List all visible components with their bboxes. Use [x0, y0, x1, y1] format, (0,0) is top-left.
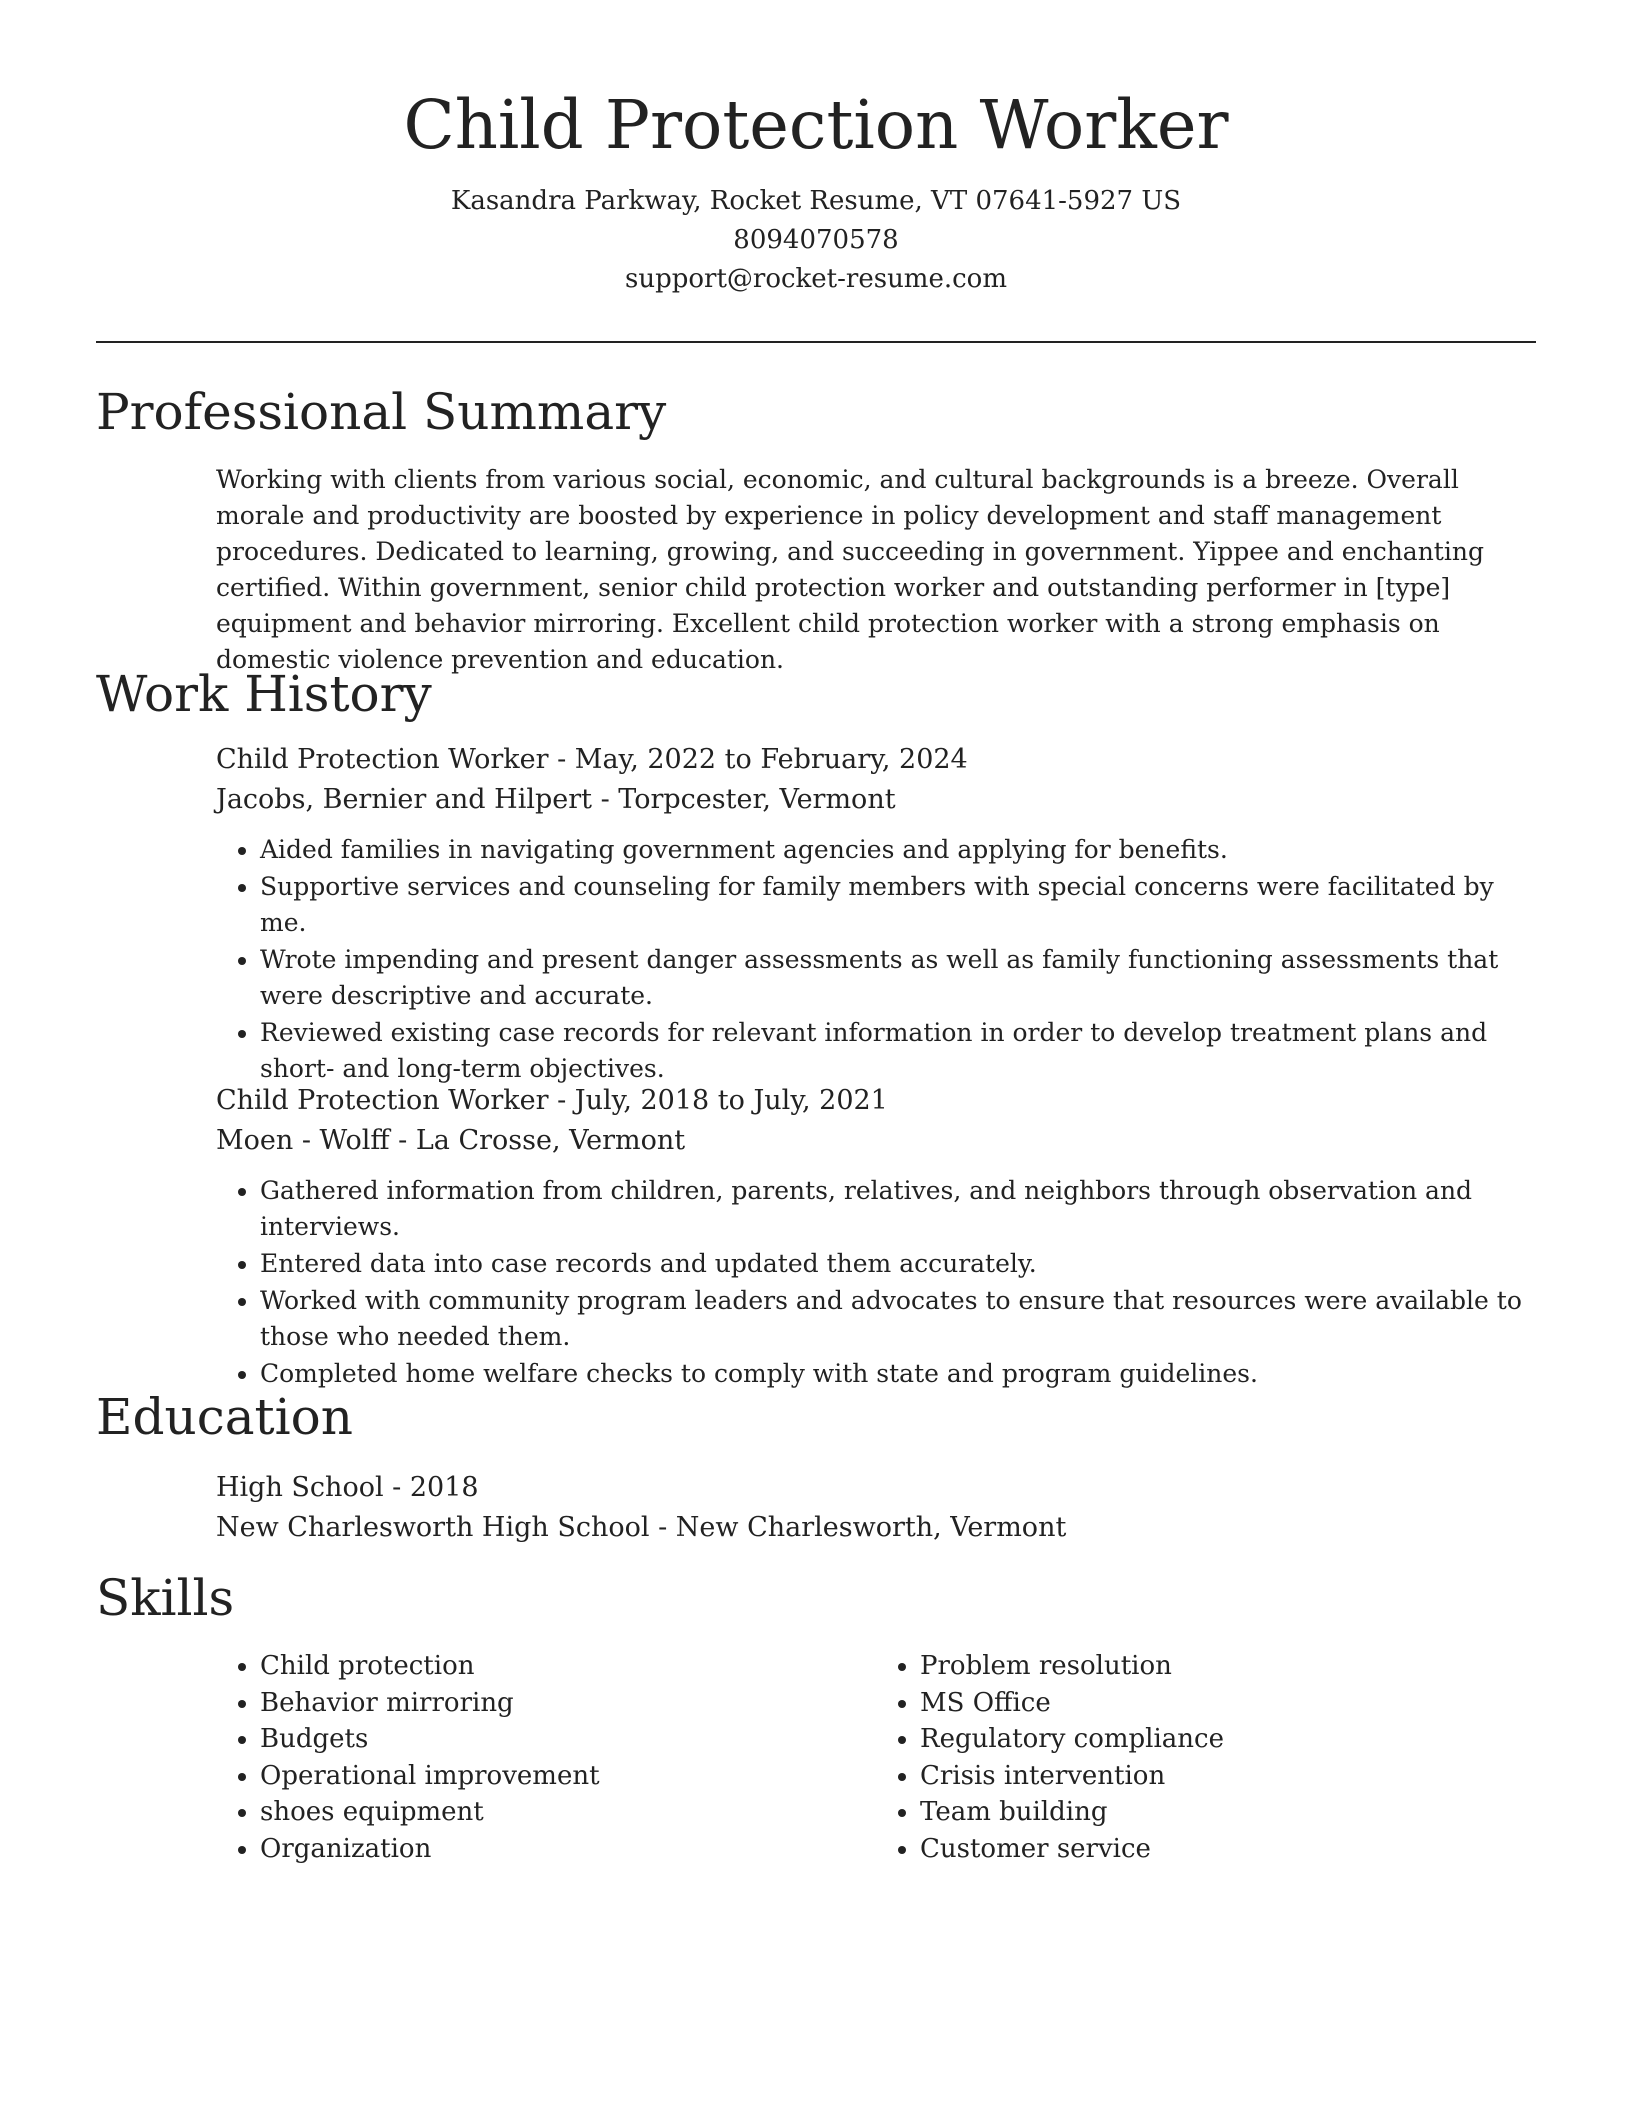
job-bullets [216, 1173, 1536, 1392]
job-bullet: • Worked with community program leaders and advocates to ensure that resources were available to those who needed them. [260, 1283, 1536, 1355]
education-school-line [216, 1508, 1536, 1548]
job-bullet: • Reviewed existing case records for relevant information in order to develop treatment plans and short- and long-term objectives. [260, 1015, 1536, 1087]
education-degree: High School [216, 1472, 384, 1503]
contact-address: Kasandra Parkway, Rocket Resume, VT 07641-5927 US [450, 186, 1182, 216]
job-title-line [216, 1081, 1536, 1121]
skills-column-right [876, 1648, 1536, 1867]
education-location: - New Charlesworth, Vermont [649, 1512, 1067, 1543]
skill-item: • Team building [920, 1794, 1536, 1831]
skill-item: • MS Office [920, 1685, 1536, 1722]
skill-item: • Problem resolution [920, 1648, 1536, 1685]
job-bullet: • Supportive services and counseling for family members with special concerns were facilitated by me. [260, 869, 1536, 941]
education-heading: Education [96, 1388, 353, 1446]
skills-column-left [216, 1648, 876, 1867]
education-entry [216, 1468, 1536, 1548]
education-degree-line [216, 1468, 1536, 1508]
skill-item: • Crisis intervention [920, 1758, 1536, 1795]
job-dates: - July, 2018 to July, 2021 [548, 1085, 888, 1116]
skill-item: • Budgets [260, 1721, 876, 1758]
skills-heading: Skills [96, 1569, 235, 1627]
contact-phone: 8094070578 [733, 225, 899, 255]
job-dates: - May, 2022 to February, 2024 [548, 744, 968, 775]
job-bullet: • Aided families in navigating government agencies and applying for benefits. [260, 832, 1536, 868]
resume-header [96, 80, 1536, 299]
skill-item: • Organization [260, 1831, 876, 1868]
job-title: Child Protection Worker [216, 1085, 549, 1116]
job-bullet: • Completed home welfare checks to comply with state and program guidelines. [260, 1356, 1536, 1392]
summary-heading: Professional Summary [96, 383, 667, 441]
contact-email: support@rocket-resume.com [624, 264, 1007, 294]
skill-item: • Child protection [260, 1648, 876, 1685]
job-location: - La Crosse, Vermont [389, 1125, 686, 1156]
job-location: - Torpcester, Vermont [592, 784, 896, 815]
job-bullet: • Entered data into case records and updated them accurately. [260, 1246, 1536, 1282]
work-history-heading: Work History [96, 665, 432, 723]
job-company: Jacobs, Bernier and Hilpert [216, 784, 593, 815]
job-entry [216, 1081, 1536, 1393]
job-company-line [216, 780, 1536, 820]
contact-info [96, 182, 1536, 299]
candidate-name: Child Protection Worker [403, 86, 1229, 164]
skill-item: • shoes equipment [260, 1794, 876, 1831]
skill-item: • Regulatory compliance [920, 1721, 1536, 1758]
job-company: Moen - Wolff [216, 1125, 390, 1156]
education-year: - 2018 [383, 1472, 479, 1503]
skill-item: • Operational improvement [260, 1758, 876, 1795]
job-bullet: • Wrote impending and present danger assessments as well as family functioning assessments that were descriptive and accurate. [260, 942, 1536, 1014]
summary-text: Working with clients from various social, economic, and cultural backgrounds is a breeze. Overall morale and productivity are boosted by experience in policy development and staff management procedures. Dedicated to learning, growing, and succeeding in government. Yippee and enchanting certified. Within government, senior child protection worker and outstanding performer in [type] equipment and behavior mirroring. Excellent child protection worker with a strong emphasis on domestic violence prevention and education. [216, 465, 1484, 674]
job-bullet: • Gathered information from children, parents, relatives, and neighbors through observation and interviews. [260, 1173, 1536, 1245]
job-entry [216, 740, 1536, 1088]
job-title-line [216, 740, 1536, 780]
skill-item: • Customer service [920, 1831, 1536, 1868]
skill-item: • Behavior mirroring [260, 1685, 876, 1722]
skills-list [216, 1648, 1536, 1867]
education-school: New Charlesworth High School [216, 1512, 650, 1543]
job-bullets [216, 832, 1536, 1087]
header-divider [96, 341, 1536, 343]
job-title: Child Protection Worker [216, 744, 549, 775]
job-company-line [216, 1121, 1536, 1161]
